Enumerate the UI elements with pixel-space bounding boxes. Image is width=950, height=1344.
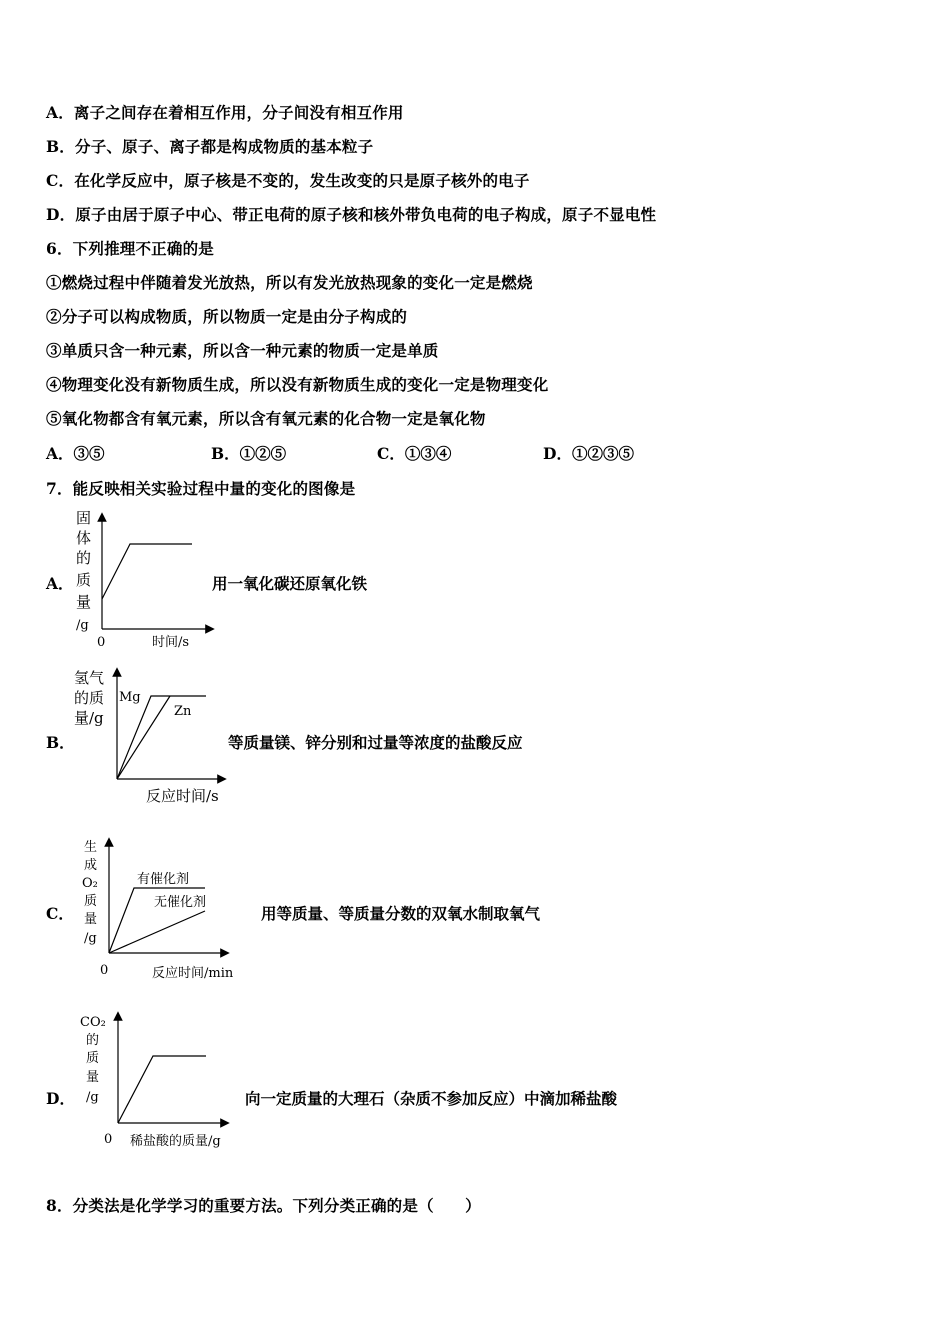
q7-d-ylabel-2: 质 [86, 1051, 100, 1066]
q7-option-b-letter: B． [46, 733, 75, 752]
q7-b-series-mg: Mg [119, 690, 141, 705]
q7-b-ylabel-0: 氢气 [74, 669, 105, 687]
q6-stem: 6．下列推理不正确的是 [46, 239, 214, 258]
q7-c-ylabel-5: /g [84, 931, 97, 946]
q5-option-a: A．离子之间存在着相互作用，分子间没有相互作用 [46, 103, 404, 122]
q7-graph-c [78, 834, 263, 984]
q7-a-ylabel-0: 固 [76, 509, 92, 527]
q7-c-ylabel-3: 质 [84, 894, 98, 909]
q7-a-xlabel: 时间/s [152, 635, 190, 650]
q7-c-ylabel-0: 生 [84, 840, 98, 855]
q5-option-b: B．分子、原子、离子都是构成物质的基本粒子 [46, 137, 374, 156]
q7-option-c-letter: C． [46, 904, 74, 923]
q8-stem: 8．分类法是化学学习的重要方法。下列分类正确的是（ ） [46, 1196, 481, 1215]
q7-c-series-catalyst: 有催化剂 [137, 872, 190, 887]
q7-d-ylabel-1: 的 [86, 1033, 100, 1048]
q7-b-series-zn: Zn [174, 704, 192, 719]
q7-graph-b [70, 664, 240, 812]
q6-choice-a: A．③⑤ [46, 444, 105, 463]
q6-choice-b: B．①②⑤ [211, 444, 287, 463]
q7-c-origin: 0 [100, 963, 109, 978]
q7-a-ylabel-1: 体 [76, 529, 92, 547]
q7-c-ylabel-2: O₂ [82, 876, 98, 891]
q6-statement-2: ②分子可以构成物质，所以物质一定是由分子构成的 [46, 307, 408, 326]
q7-d-xlabel: 稀盐酸的质量/g [130, 1134, 221, 1149]
q7-option-d-caption: 向一定质量的大理石（杂质不参加反应）中滴加稀盐酸 [245, 1089, 618, 1108]
q7-option-b-caption: 等质量镁、锌分别和过量等浓度的盐酸反应 [228, 733, 523, 752]
q7-c-ylabel-1: 成 [84, 858, 98, 873]
q7-c-xlabel: 反应时间/min [152, 966, 234, 981]
q7-d-ylabel-3: 量 [86, 1070, 100, 1085]
q7-stem: 7．能反映相关实验过程中量的变化的图像是 [46, 479, 356, 498]
q6-choice-c: C．①③④ [377, 444, 452, 463]
q7-d-ylabel-4: /g [86, 1090, 99, 1105]
q7-graph-d [78, 1010, 248, 1152]
q7-graph-a [70, 505, 220, 655]
q7-c-ylabel-4: 量 [84, 912, 98, 927]
q7-c-no-catalyst-line [109, 911, 205, 953]
q7-a-curve [102, 544, 192, 599]
q6-choice-d: D．①②③⑤ [543, 444, 634, 463]
q6-statement-5: ⑤氧化物都含有氧元素，所以含有氧元素的化合物一定是氧化物 [46, 409, 486, 428]
q7-a-origin: 0 [97, 635, 106, 650]
q7-a-ylabel-4: 量 [76, 593, 92, 611]
q7-b-ylabel-2: 量/g [74, 709, 104, 727]
q7-a-ylabel-3: 质 [76, 571, 92, 589]
q7-a-ylabel-5: /g [76, 618, 89, 633]
q7-d-ylabel-0: CO₂ [80, 1015, 106, 1030]
q7-b-xlabel: 反应时间/s [146, 787, 219, 805]
q5-option-d: D．原子由居于原子中心、带正电荷的原子核和核外带负电荷的电子构成，原子不显电性 [46, 205, 657, 224]
q6-statement-4: ④物理变化没有新物质生成，所以没有新物质生成的变化一定是物理变化 [46, 375, 549, 394]
q7-option-c-caption: 用等质量、等质量分数的双氧水制取氧气 [261, 904, 541, 923]
q7-b-ylabel-1: 的质 [74, 689, 105, 707]
q7-option-a-caption: 用一氧化碳还原氧化铁 [212, 574, 368, 593]
q5-option-c: C．在化学反应中，原子核是不变的，发生改变的只是原子核外的电子 [46, 171, 530, 190]
q7-b-zn-line [117, 696, 170, 779]
q6-statement-1: ①燃烧过程中伴随着发光放热，所以有发光放热现象的变化一定是燃烧 [46, 273, 533, 292]
q7-d-curve [118, 1056, 206, 1123]
q7-d-origin: 0 [104, 1132, 113, 1147]
q7-c-series-no-catalyst: 无催化剂 [154, 895, 207, 910]
q6-statement-3: ③单质只含一种元素，所以含一种元素的物质一定是单质 [46, 341, 439, 360]
q7-a-ylabel-2: 的 [76, 549, 92, 567]
q7-option-a-letter: A． [46, 574, 74, 593]
q7-option-d-letter: D． [46, 1089, 75, 1108]
